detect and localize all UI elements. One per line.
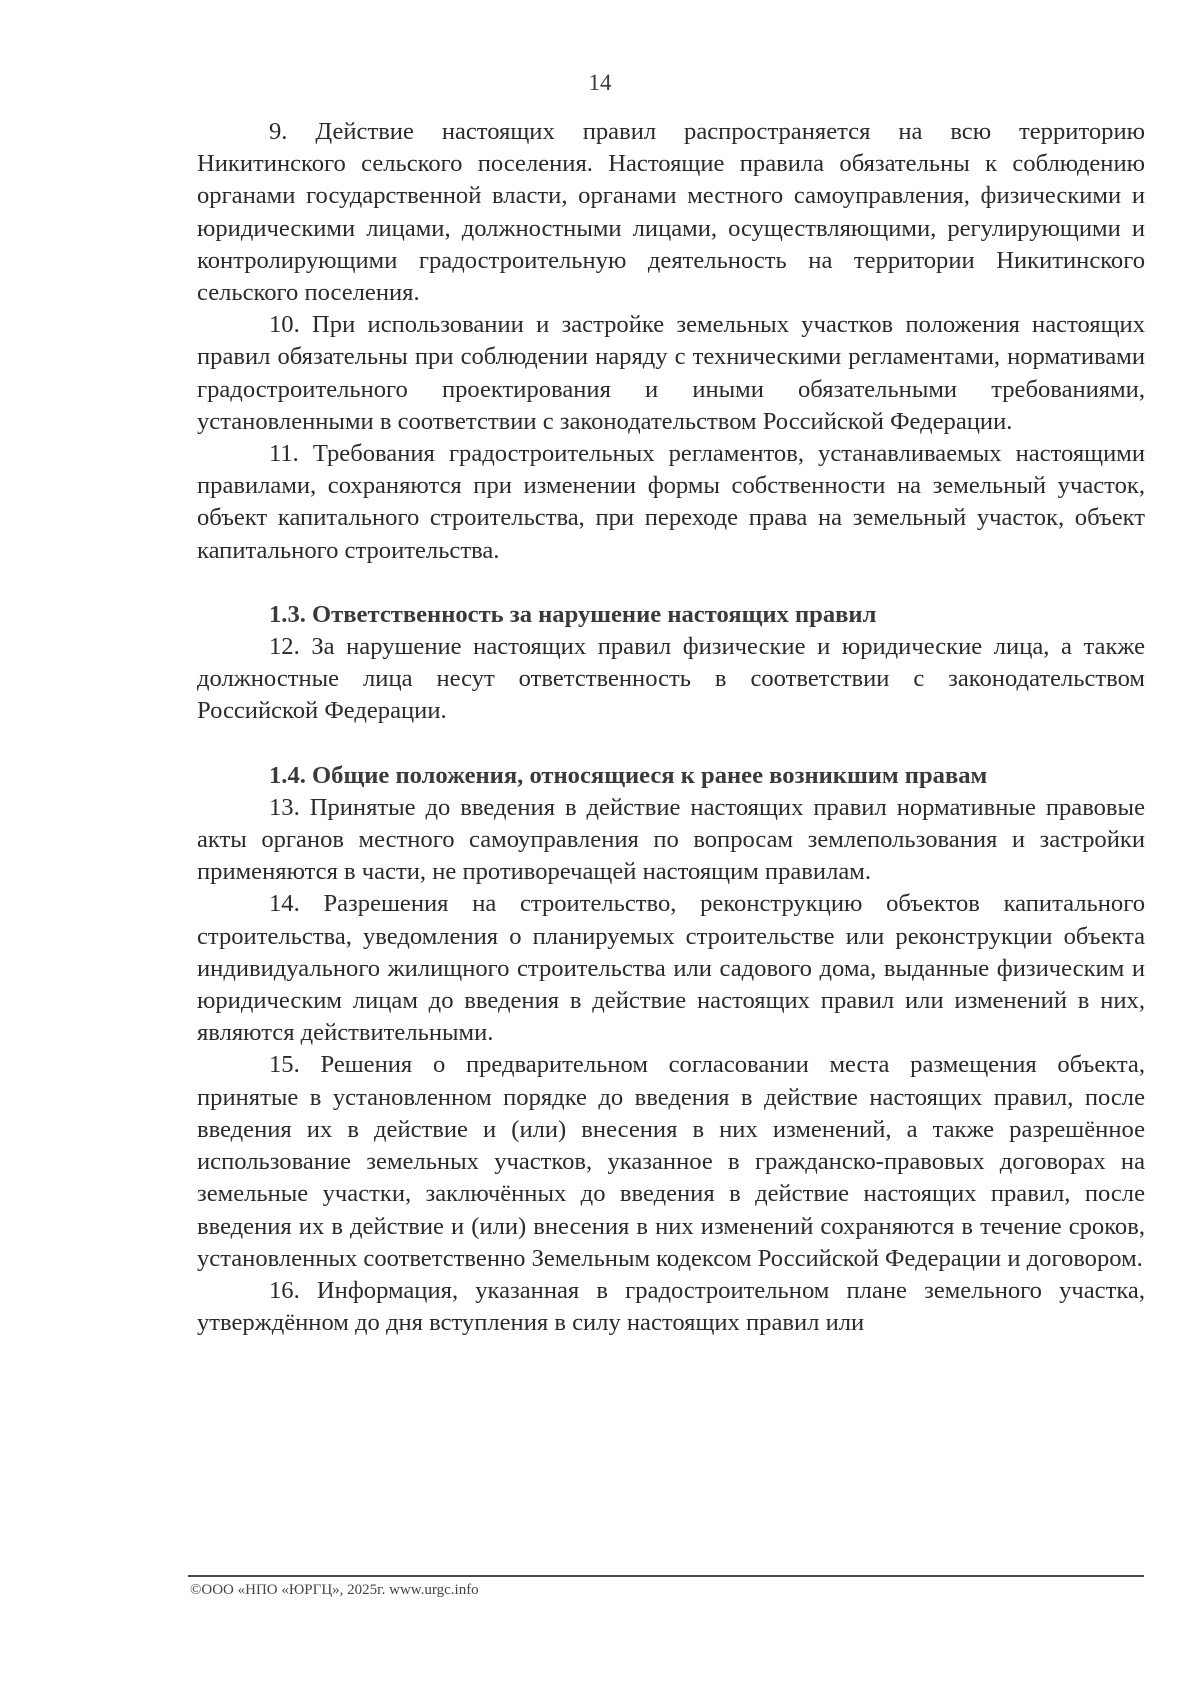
section-gap xyxy=(197,567,1145,599)
page-number: 14 xyxy=(588,70,612,95)
footer-copyright: ©ООО «НПО «ЮРГЦ», 2025г. www.urgc.info xyxy=(190,1582,479,1598)
section-gap xyxy=(197,728,1145,760)
paragraph-16: 16. Информация, указанная в градостроительном плане земельного участка, утверждённом до дня вступления в силу настоящих правил или xyxy=(197,1276,1145,1337)
paragraph-11: 11. Требования градостроительных регламентов, устанавливаемых настоящими правилами, сохраняются при изменении формы собственности на земельный участок, объект капитального строительства, при переходе права на земельный участок, объект капитального строительства. xyxy=(197,440,1145,564)
paragraph-13: 13. Принятые до введения в действие настоящих правил нормативные правовые акты органов местного самоуправления по вопросам землепользования и застройки применяются в части, не противоречащей настоящим правилам. xyxy=(197,793,1145,886)
section-heading-1-3: 1.3. Ответственность за нарушение настоящих правил xyxy=(269,600,877,628)
section-heading-1-4: 1.4. Общие положения, относящиеся к ранее возникшим правам xyxy=(269,761,988,789)
paragraph-9: 9. Действие настоящих правил распространяется на всю территорию Никитинского сельского поселения. Настоящие правила обязательны к соблюдению органами государственной власти, органами местного самоуправления, физическими и юридическими лицами, должностными лицами, осуществляющими, регулирующими и контролирующими градостроительную деятельность на территории Никитинского сельского поселения. xyxy=(197,118,1145,307)
document-body xyxy=(197,116,1145,1339)
paragraph-10: 10. При использовании и застройке земельных участков положения настоящих правил обязательны при соблюдении наряду с техническими регламентами, нормативами градостроительного проектирования и иными обязательными требованиями, установленными в соответствии с законодательством Российской Федерации. xyxy=(197,311,1145,435)
paragraph-12: 12. За нарушение настоящих правил физические и юридические лица, а также должностные лица несут ответственность в соответствии с законодательством Российской Федерации. xyxy=(197,633,1145,725)
paragraph-15: 15. Решения о предварительном согласовании места размещения объекта, принятые в установленном порядке до введения в действие настоящих правил, после введения их в действие и (или) внесения в них изменений, а также разрешённое использование земельных участков, указанное в гражданско-правовых договорах на земельные участки, заключённых до введения в действие настоящих правил, после введения их в действие и (или) внесения в них изменений сохраняются в течение сроков, установленных соответственно Земельным кодексом Российской Федерации и договором. xyxy=(197,1051,1145,1272)
footer-divider xyxy=(188,1575,1144,1577)
paragraph-14: 14. Разрешения на строительство, реконструкцию объектов капитального строительства, уведомления о планируемых строительстве или реконструкции объекта индивидуального жилищного строительства или садового дома, выданные физическим и юридическим лицам до введения в действие настоящих правил или изменений в них, являются действительными. xyxy=(197,890,1145,1047)
